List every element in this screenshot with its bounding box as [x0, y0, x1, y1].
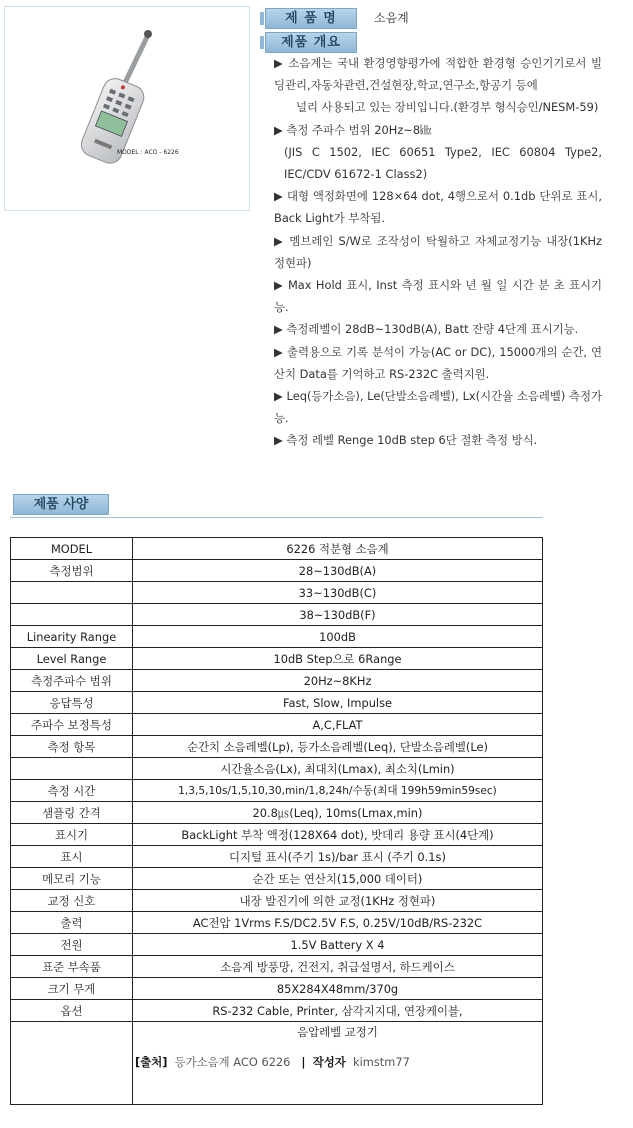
spec-key: 교정 신호 [11, 890, 133, 912]
spec-key: 측정주파수 범위 [11, 670, 133, 692]
spec-key: MODEL [11, 538, 133, 560]
overview-item: ▶ 출력용으로 기록 분석이 가능(AC or DC), 15000개의 순간, 연산치 Data를 기억하고 RS-232C 출력지원. [274, 344, 602, 381]
spec-section-label: 제품 사양 [13, 494, 109, 515]
spec-value: 순간치 소음레벨(Lp), 등가소음레벨(Leq), 단발소음레벨(Le) [133, 736, 543, 758]
spec-value: 38~130dB(F) [133, 604, 543, 626]
overview-item: ▶ 소음계는 국내 환경영향평가에 적합한 환경형 승인기기로서 빌딩관리,자동차관련,건설현장,학교,연구소,항공기 등에 [274, 56, 602, 93]
overview-item: ▶ 멤브레인 S/W로 조작성이 탁월하고 자체교정기능 내장(1KHz 정현파) [274, 233, 602, 270]
spec-value: 20.8㎲(Leq), 10ms(Lmax,min) [133, 802, 543, 824]
spec-value: 85X284X48mm/370g [133, 978, 543, 1000]
table-row [11, 1000, 543, 1022]
source-link[interactable]: 등가소음계 ACO 6226 [174, 1055, 291, 1069]
table-row [11, 890, 543, 912]
spec-key: 표시기 [11, 824, 133, 846]
overview-item: 널리 사용되고 있는 장비입니다.(환경부 형식승인/NESM-59) [296, 100, 599, 115]
spec-value [133, 1022, 543, 1105]
spec-table [10, 537, 543, 1105]
spec-key: 측정 시간 [11, 780, 133, 802]
table-row [11, 956, 543, 978]
table-row [11, 912, 543, 934]
spec-key: 출력 [11, 912, 133, 934]
source-tag: [출처] [135, 1055, 168, 1069]
spec-key: 측정 항목 [11, 736, 133, 758]
spec-value: A,C,FLAT [133, 714, 543, 736]
spec-key: 옵션 [11, 1000, 133, 1022]
product-overview [274, 52, 602, 452]
spec-value: 1.5V Battery X 4 [133, 934, 543, 956]
spec-divider [10, 517, 543, 518]
spec-key [11, 1022, 133, 1105]
table-row [11, 626, 543, 648]
spec-value: 소음계 방풍망, 건전지, 취급설명서, 하드케이스 [133, 956, 543, 978]
spec-key: 표준 부속품 [11, 956, 133, 978]
overview-item: ▶ 측정 레벨 Renge 10dB step 6단 절환 측정 방식. [274, 433, 538, 448]
spec-value: 순간 또는 연산치(15,000 데이터) [133, 868, 543, 890]
spec-key: 응답특성 [11, 692, 133, 714]
product-photo [4, 6, 250, 211]
table-row [11, 714, 543, 736]
spec-key: 측정범위 [11, 560, 133, 582]
spec-key: 주파수 보정특성 [11, 714, 133, 736]
spec-key: 샘플링 간격 [11, 802, 133, 824]
spec-key [11, 604, 133, 626]
table-row [11, 560, 543, 582]
spec-value: 시간율소음(Lx), 최대치(Lmax), 최소치(Lmin) [133, 758, 543, 780]
table-row [11, 1022, 543, 1105]
spec-value: RS-232 Cable, Printer, 삼각지지대, 연장케이블, [133, 1000, 543, 1022]
overview-item: ▶ 측정레벨이 28dB~130dB(A), Batt 잔량 4단계 표시기능. [274, 322, 579, 337]
table-row [11, 758, 543, 780]
spec-value: 28~130dB(A) [133, 560, 543, 582]
table-row [11, 978, 543, 1000]
author-name[interactable]: kimstm77 [353, 1055, 410, 1069]
table-row [11, 846, 543, 868]
product-overview-label: 제품 개요 [265, 32, 357, 53]
table-row [11, 692, 543, 714]
spec-value: 1,3,5,10s/1,5,10,30,min/1,8,24h/수동(최대 199h59min59sec) [133, 780, 543, 802]
table-row [11, 736, 543, 758]
spec-value: BackLight 부착 액정(128X64 dot), 밧데리 용량 표시(4단계) [133, 824, 543, 846]
spec-key: 전원 [11, 934, 133, 956]
table-row [11, 780, 543, 802]
spec-value: 내장 발진기에 의한 교정(1KHz 정현파) [133, 890, 543, 912]
spec-key [11, 582, 133, 604]
spec-value: 6226 적분형 소음계 [133, 538, 543, 560]
spec-key: 표시 [11, 846, 133, 868]
spec-value: 디지털 표시(주기 1s)/bar 표시 (주기 0.1s) [133, 846, 543, 868]
spec-value: AC전압 1Vrms F.S/DC2.5V F.S, 0.25V/10dB/RS-232C [133, 912, 543, 934]
spec-value: 33~130dB(C) [133, 582, 543, 604]
table-row [11, 670, 543, 692]
spec-value: 100dB [133, 626, 543, 648]
spec-key [11, 758, 133, 780]
source-line [135, 1054, 540, 1070]
model-caption: MODEL : ACO - 6226 [117, 149, 179, 156]
table-row [11, 604, 543, 626]
spec-key: 크기 무게 [11, 978, 133, 1000]
spec-value: 10dB Step으로 6Range [133, 648, 543, 670]
overview-item: (JIS C 1502, IEC 60651 Type2, IEC 60804 Type2, IEC/CDV 61672-1 Class2) [284, 144, 602, 182]
table-row [11, 582, 543, 604]
spec-key: Level Range [11, 648, 133, 670]
table-row [11, 538, 543, 560]
overview-item: ▶ Leq(등가소음), Le(단발소음레벨), Lx(시간율 소음레벨) 측정가능. [274, 389, 602, 426]
table-row [11, 934, 543, 956]
overview-item: ▶ Max Hold 표시, Inst 측정 표시와 년 월 일 시간 분 초 표시기능. [274, 278, 602, 315]
product-name-value: 소음계 [374, 11, 409, 25]
overview-item: ▶ 측정 주파수 범위 20Hz~8㎑ [274, 122, 432, 137]
spec-value-text: 음압레벨 교정기 [297, 1025, 378, 1039]
table-row [11, 802, 543, 824]
table-row [11, 868, 543, 890]
spec-value: 20Hz~8KHz [133, 670, 543, 692]
separator: | [301, 1055, 306, 1069]
table-row [11, 824, 543, 846]
spec-key: 메모리 기능 [11, 868, 133, 890]
author-tag: 작성자 [312, 1055, 346, 1069]
product-name-label: 제 품 명 [265, 8, 357, 29]
spec-key: Linearity Range [11, 626, 133, 648]
overview-item: ▶ 대형 액정화면에 128×64 dot, 4행으로서 0.1db 단위로 표시, Back Light가 부착됨. [274, 189, 602, 226]
table-row [11, 648, 543, 670]
spec-value: Fast, Slow, Impulse [133, 692, 543, 714]
